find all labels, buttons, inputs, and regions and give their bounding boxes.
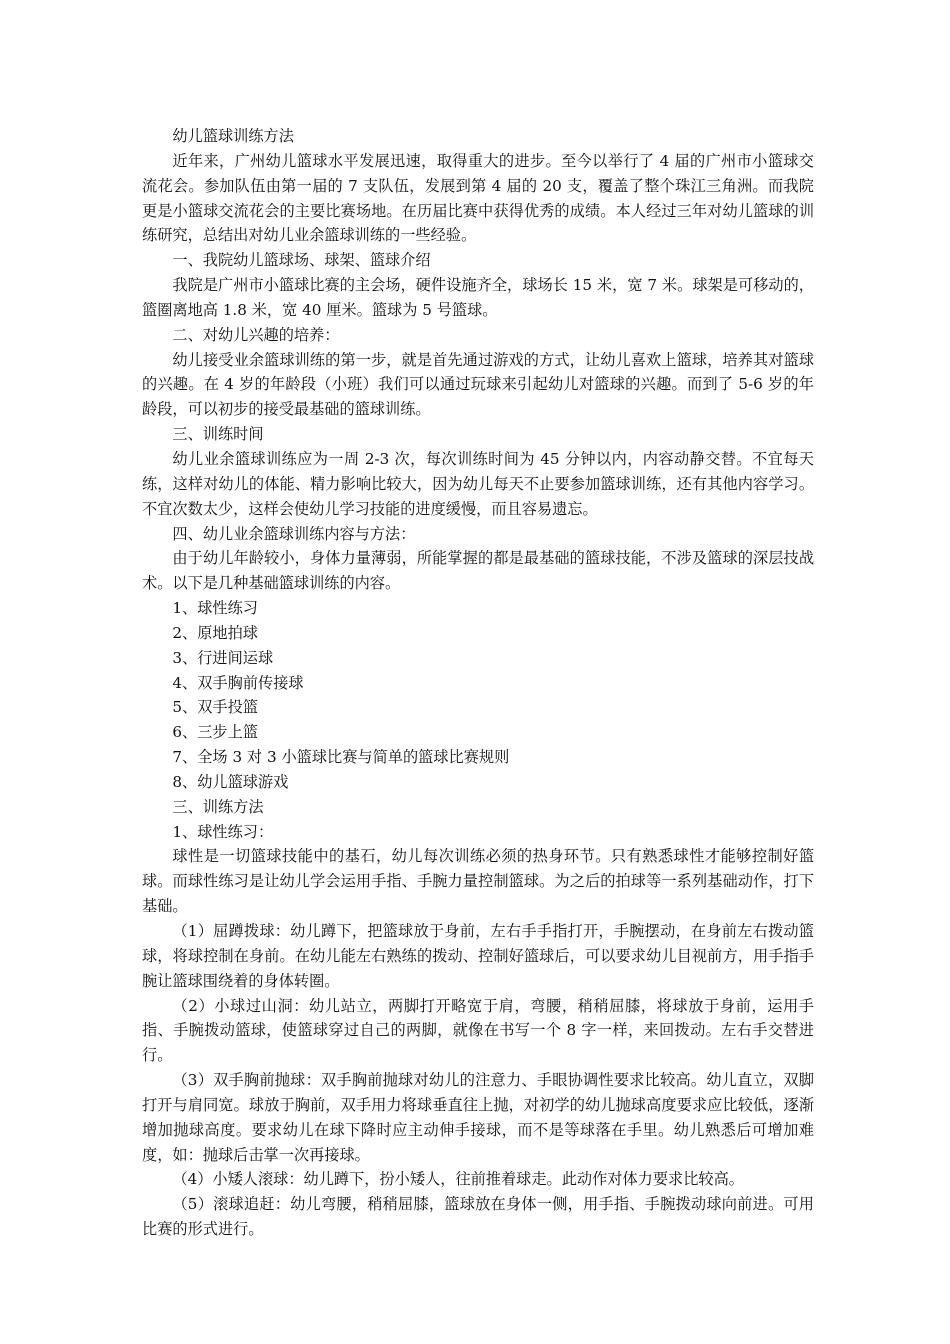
- exercise-paragraph: （1）屈蹲拨球：幼儿蹲下，把篮球放于身前，左右手手指打开，手腕摆动，在身前左右拨动篮球，将球控制在身前。在幼儿能左右熟练的拨动、控制好篮球后，可以要求幼儿目视前方，用手指手腕让篮球围绕着的身体转圈。: [142, 922, 814, 990]
- section-heading-1: 一、我院幼儿篮球场、球架、篮球介绍: [172, 251, 431, 270]
- document-body: [142, 124, 814, 1242]
- intro-paragraph: 近年来，广州幼儿篮球水平发展迅速，取得重大的进步。至今以举行了 4 届的广州市小篮球交流花会。参加队伍由第一届的 7 支队伍，发展到第 4 届的 20 支，覆盖了整个珠江三角洲。而我院更是小篮球交流花会的主要比赛场地。在历届比赛中获得优秀的成绩。本人经过三年对幼儿篮球的训练研究，总结出对幼儿业余篮球训练的一些经验。: [142, 151, 814, 245]
- exercise-paragraph: （5）滚球追赶：幼儿弯腰，稍稍屈膝，篮球放在身体一侧，用手指、手腕拨动球向前进。可用比赛的形式进行。: [142, 1195, 814, 1239]
- section-4-paragraph: 由于幼儿年龄较小，身体力量薄弱，所能掌握的都是最基础的篮球技能，不涉及篮球的深层技战术。以下是几种基础篮球训练的内容。: [142, 549, 814, 593]
- list-item: 8、幼儿篮球游戏: [172, 772, 289, 791]
- section-3-paragraph: 幼儿业余篮球训练应为一周 2-3 次，每次训练时间为 45 分钟以内，内容动静交替。不宜每天练，这样对幼儿的体能、精力影响比较大，因为幼儿每天不止要参加篮球训练，还有其他内容学习。不宜次数太少，这样会使幼儿学习技能的进度缓慢，而且容易遗忘。: [142, 449, 814, 518]
- section-heading-5: 三、训练方法: [172, 797, 264, 816]
- section-heading-4: 四、幼儿业余篮球训练内容与方法：: [172, 524, 416, 543]
- document-title: 幼儿篮球训练方法: [172, 127, 294, 145]
- section-heading-2: 二、对幼儿兴趣的培养：: [172, 325, 340, 344]
- subsection-paragraph: 球性是一切篮球技能中的基石，幼儿每次训练必须的热身环节。只有熟悉球性才能够控制好篮球。而球性练习是让幼儿学会运用手指、手腕力量控制篮球。为之后的拍球等一系列基础动作，打下基础。: [142, 847, 814, 916]
- subsection-heading-1: 1、球性练习：: [172, 822, 274, 841]
- exercise-paragraph: （4）小矮人滚球：幼儿蹲下，扮小矮人，往前推着球走。此动作对体力要求比较高。: [172, 1170, 744, 1189]
- list-item: 3、行进间运球: [172, 648, 274, 667]
- section-2-paragraph: 幼儿接受业余篮球训练的第一步，就是首先通过游戏的方式，让幼儿喜欢上篮球，培养其对篮球的兴趣。在 4 岁的年龄段（小班）我们可以通过玩球来引起幼儿对篮球的兴趣。而到了 5-6 岁的年龄段，可以初步的接受最基础的篮球训练。: [142, 350, 814, 419]
- exercise-paragraph: （3）双手胸前抛球：双手胸前抛球对幼儿的注意力、手眼协调性要求比较高。幼儿直立，双脚打开与肩同宽。球放于胸前，双手用力将球垂直往上抛，对初学的幼儿抛球高度要求应比较低，逐渐增加抛球高度。要求幼儿在球下降时应主动伸手接球，而不是等球落在手里。幼儿熟悉后可增加难度，如：抛球后击掌一次再接球。: [142, 1071, 814, 1164]
- list-item: 1、球性练习: [172, 599, 258, 618]
- section-heading-3: 三、训练时间: [172, 425, 264, 444]
- list-item: 6、三步上篮: [172, 723, 258, 742]
- list-item: 2、原地拍球: [172, 623, 258, 642]
- exercise-paragraph: （2）小球过山洞：幼儿站立，两脚打开略宽于肩，弯腰，稍稍屈膝，将球放于身前，运用手指、手腕拨动篮球，使篮球穿过自己的两脚，就像在书写一个 8 字一样，来回拨动。左右手交替进行。: [142, 996, 814, 1065]
- list-item: 4、双手胸前传接球: [172, 673, 304, 692]
- list-item: 5、双手投篮: [172, 698, 258, 717]
- section-1-paragraph: 我院是广州市小篮球比赛的主会场，硬件设施齐全，球场长 15 米，宽 7 米。球架是可移动的，篮圈离地高 1.8 米，宽 40 厘米。篮球为 5 号篮球。: [142, 276, 814, 319]
- list-item: 7、全场 3 对 3 小篮球比赛与简单的篮球比赛规则: [172, 748, 510, 767]
